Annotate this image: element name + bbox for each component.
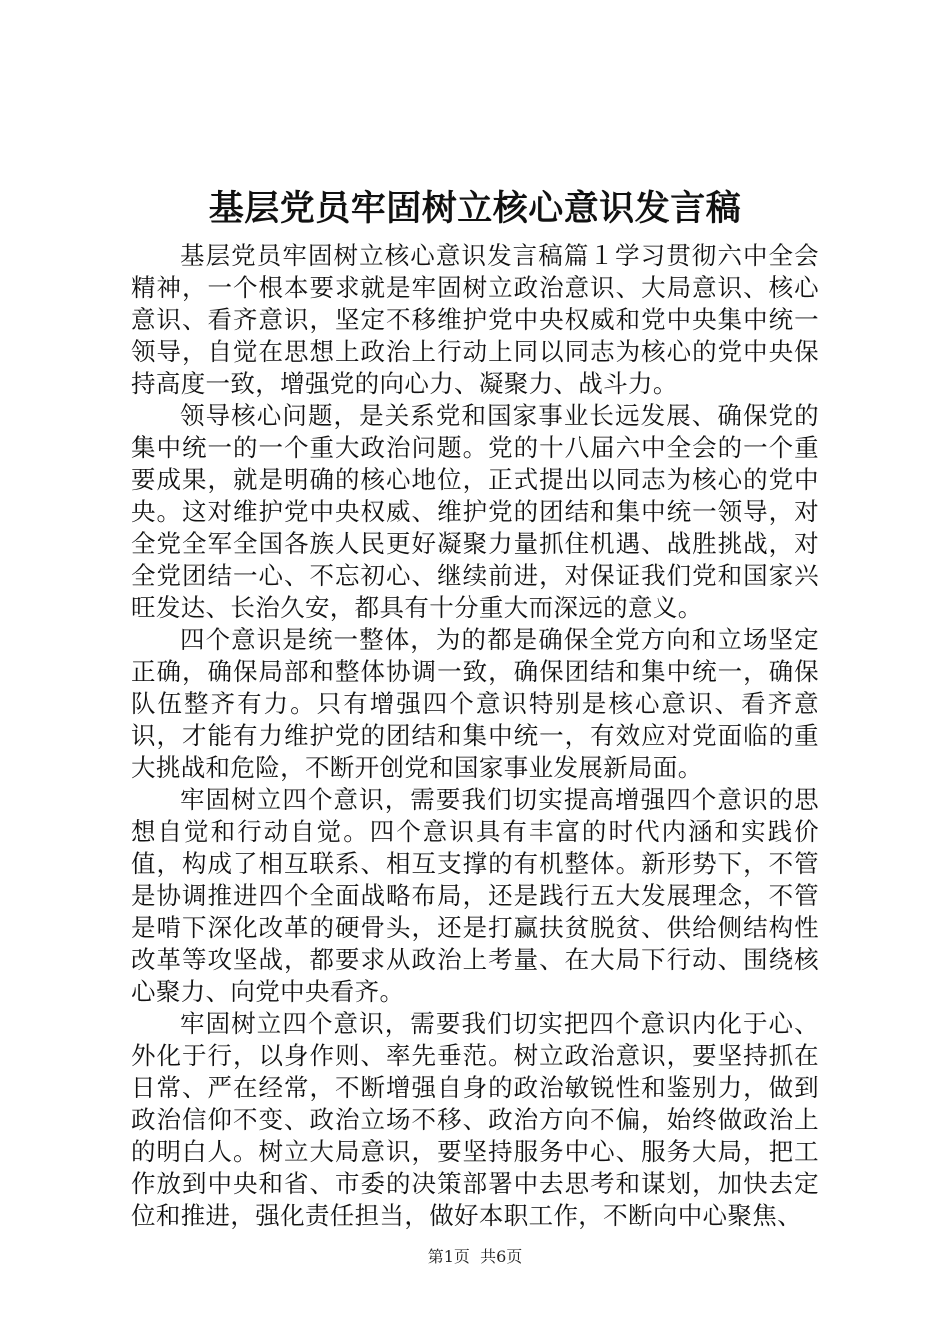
paragraph-2: 领导核心问题，是关系党和国家事业长远发展、确保党的集中统一的一个重大政治问题。党的十八届六中全会的一个重要成果，就是明确的核心地位，正式提出以同志为核心的党中央。这对维护党中央权威、维护党的团结和集中统一领导，对全党全军全国各族人民更好凝聚力量抓住机遇、战胜挑战，对全党团结一心、不忘初心、继续前进，对保证我们党和国家兴旺发达、长治久安，都具有十分重大而深远的意义。 <box>131 401 819 622</box>
paragraph-5: 牢固树立四个意识，需要我们切实把四个意识内化于心、外化于行，以身作则、率先垂范。树立政治意识，要坚持抓在日常、严在经常，不断增强自身的政治敏锐性和鉴别力，做到政治信仰不变、政治立场不移、政治方向不偏，始终做政治上的明白人。树立大局意识，要坚持服务中心、服务大局，把工作放到中央和省、市委的决策部署中去思考和谋划，加快去定位和推进，强化责任担当，做好本职工作，不断向中心聚焦、 <box>131 1009 819 1230</box>
paragraph-4: 牢固树立四个意识，需要我们切实提高增强四个意识的思想自觉和行动自觉。四个意识具有丰富的时代内涵和实践价值，构成了相互联系、相互支撑的有机整体。新形势下，不管是协调推进四个全面战略布局，还是践行五大发展理念，不管是啃下深化改革的硬骨头，还是打赢扶贫脱贫、供给侧结构性改革等攻坚战，都要求从政治上考量、在大局下行动、围绕核心聚力、向党中央看齐。 <box>131 785 819 1006</box>
paragraph-3: 四个意识是统一整体，为的都是确保全党方向和立场坚定正确，确保局部和整体协调一致，确保团结和集中统一，确保队伍整齐有力。只有增强四个意识特别是核心意识、看齐意识，才能有力维护党的团结和集中统一，有效应对党面临的重大挑战和危险，不断开创党和国家事业发展新局面。 <box>131 625 819 782</box>
document-title: 基层党员牢固树立核心意识发言稿 <box>208 188 742 229</box>
paragraph-1: 基层党员牢固树立核心意识发言稿篇１学习贯彻六中全会精神，一个根本要求就是牢固树立政治意识、大局意识、核心意识、看齐意识，坚定不移维护党中央权威和党中央集中统一领导，自觉在思想上政治上行动上同以同志为核心的党中央保持高度一致，增强党的向心力、凝聚力、战斗力。 <box>131 241 819 398</box>
page-number: 第1页 共6页 <box>427 1247 523 1266</box>
document-body <box>131 240 819 1232</box>
